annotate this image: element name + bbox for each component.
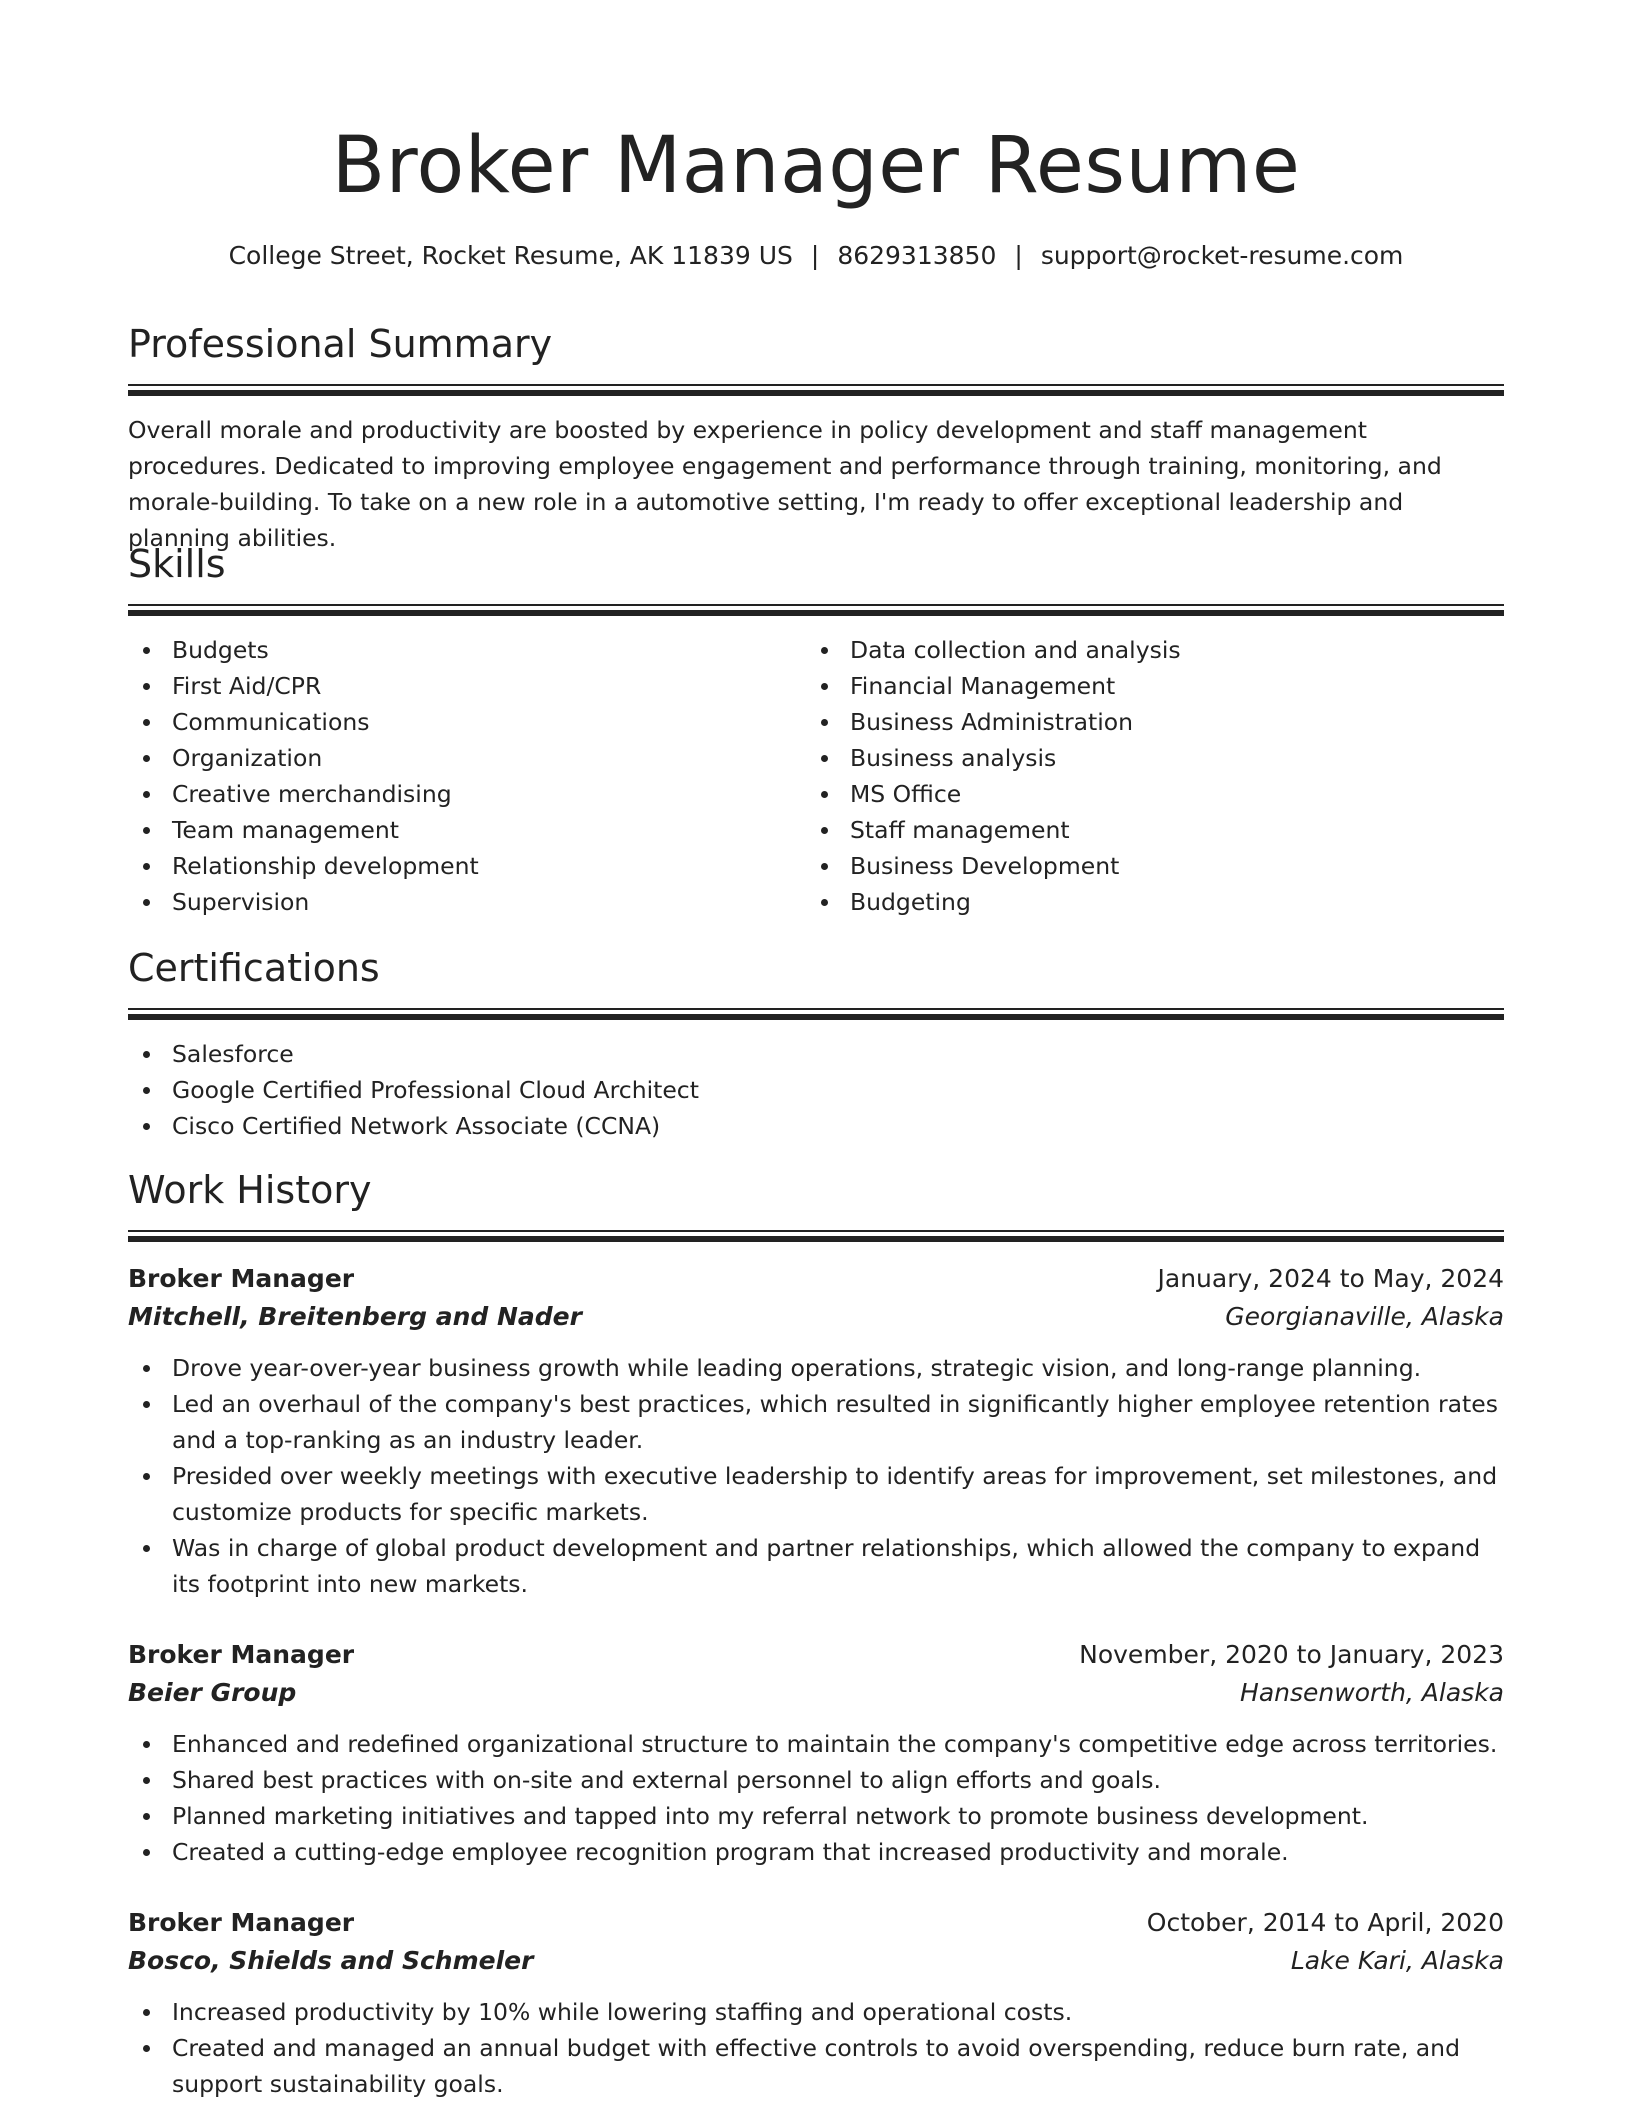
list-item: Budgeting <box>806 884 1484 920</box>
job-company: Bosco, Shields and Schmeler <box>128 1946 534 1975</box>
job-title: Broker Manager <box>128 1908 355 1937</box>
job-bullets <box>128 1994 1504 2102</box>
list-item: Financial Management <box>806 668 1484 704</box>
list-item: Created and managed an annual budget with effective controls to avoid overspending, reduce burn rate, and support sustainability goals. <box>128 2030 1504 2102</box>
list-item: Relationship development <box>128 848 806 884</box>
skills-list-right <box>806 632 1484 920</box>
job-title: Broker Manager <box>128 1264 355 1293</box>
list-item: Budgets <box>128 632 806 668</box>
skills-section <box>128 538 1504 920</box>
list-item: Organization <box>128 740 806 776</box>
list-item: Google Certified Professional Cloud Architect <box>128 1072 1504 1108</box>
list-item: Presided over weekly meetings with executive leadership to identify areas for improvement, set milestones, and customize products for specific markets. <box>128 1458 1504 1530</box>
list-item: Cisco Certified Network Associate (CCNA) <box>128 1108 1504 1144</box>
list-item: Supervision <box>128 884 806 920</box>
list-item: MS Office <box>806 776 1484 812</box>
list-item: Staff management <box>806 812 1484 848</box>
job-company: Mitchell, Breitenberg and Nader <box>128 1302 582 1331</box>
section-heading: Certifications <box>128 946 380 990</box>
summary-text: Overall morale and productivity are boosted by experience in policy development and staff management procedures. Dedicated to improving employee engagement and performance through training, monitoring, and morale-building. To take on a new role in a automotive setting, I'm ready to offer exceptional leadership and planning abilities. <box>128 416 1442 552</box>
section-divider <box>128 384 1504 396</box>
list-item: Business Administration <box>806 704 1484 740</box>
contact-separator: | <box>1014 241 1023 270</box>
summary-section <box>128 318 1504 556</box>
job-location: Georgianaville, Alaska <box>1225 1302 1504 1331</box>
job-entry <box>128 1260 1504 1602</box>
list-item: Increased productivity by 10% while lowering staffing and operational costs. <box>128 1994 1504 2030</box>
list-item: First Aid/CPR <box>128 668 806 704</box>
list-item: Creative merchandising <box>128 776 806 812</box>
contact-address: College Street, Rocket Resume, AK 11839 US <box>228 241 793 270</box>
job-location: Hansenworth, Alaska <box>1240 1678 1504 1707</box>
list-item: Data collection and analysis <box>806 632 1484 668</box>
list-item: Enhanced and redefined organizational structure to maintain the company's competitive edge across territories. <box>128 1726 1504 1762</box>
job-dates: January, 2024 to May, 2024 <box>1157 1264 1504 1293</box>
contact-phone: 8629313850 <box>837 241 997 270</box>
list-item: Salesforce <box>128 1036 1504 1072</box>
job-location: Lake Kari, Alaska <box>1290 1946 1504 1975</box>
section-heading: Skills <box>128 542 226 586</box>
section-heading: Work History <box>128 1168 372 1212</box>
certifications-section <box>128 942 1504 1144</box>
job-title: Broker Manager <box>128 1640 355 1669</box>
job-bullets <box>128 1726 1504 1870</box>
list-item: Team management <box>128 812 806 848</box>
skills-columns <box>128 632 1504 920</box>
job-entry <box>128 1904 1504 2102</box>
list-item: Communications <box>128 704 806 740</box>
job-dates: October, 2014 to April, 2020 <box>1146 1908 1504 1937</box>
list-item: Planned marketing initiatives and tapped into my referral network to promote business development. <box>128 1798 1504 1834</box>
section-heading: Professional Summary <box>128 322 553 366</box>
job-company: Beier Group <box>128 1678 297 1707</box>
page-title: Broker Manager Resume <box>331 121 1301 211</box>
certifications-list <box>128 1036 1504 1144</box>
section-divider <box>128 1230 1504 1242</box>
work-history-section <box>128 1164 1504 2102</box>
job-dates: November, 2020 to January, 2023 <box>1079 1640 1504 1669</box>
contact-separator: | <box>810 241 820 270</box>
list-item: Drove year-over-year business growth while leading operations, strategic vision, and long-range planning. <box>128 1350 1504 1386</box>
list-item: Was in charge of global product development and partner relationships, which allowed the company to expand its footprint into new markets. <box>128 1530 1504 1602</box>
list-item: Created a cutting-edge employee recognition program that increased productivity and morale. <box>128 1834 1504 1870</box>
list-item: Business Development <box>806 848 1484 884</box>
contact-line <box>128 238 1504 274</box>
contact-email: support@rocket-resume.com <box>1040 241 1404 270</box>
job-bullets <box>128 1350 1504 1602</box>
list-item: Shared best practices with on-site and external personnel to align efforts and goals. <box>128 1762 1504 1798</box>
list-item: Led an overhaul of the company's best practices, which resulted in significantly higher employee retention rates and a top-ranking as an industry leader. <box>128 1386 1504 1458</box>
section-divider <box>128 604 1504 616</box>
section-divider <box>128 1008 1504 1020</box>
skills-list-left <box>128 632 806 920</box>
job-entry <box>128 1636 1504 1870</box>
list-item: Business analysis <box>806 740 1484 776</box>
